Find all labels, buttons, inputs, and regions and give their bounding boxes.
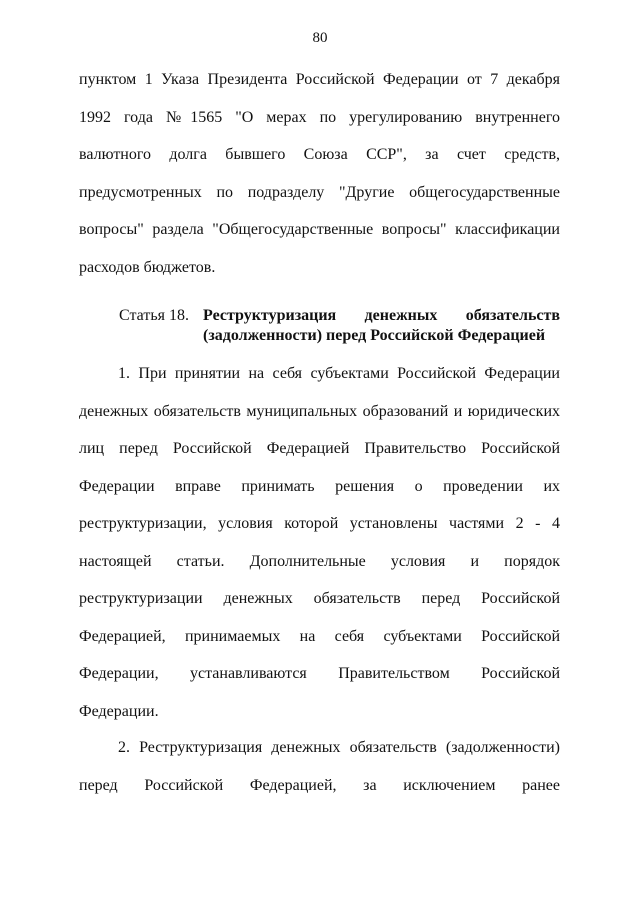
article-heading bbox=[119, 306, 560, 346]
paragraph-2 bbox=[79, 738, 560, 813]
text-line: 1. При принятии на себя субъектами Российской Федерации bbox=[118, 365, 560, 382]
text-line: валютного долга бывшего Союза ССР", за счет средств, bbox=[79, 146, 560, 163]
text-line: расходов бюджетов. bbox=[79, 258, 216, 276]
text-line: предусмотренных по подразделу "Другие общегосударственные bbox=[79, 183, 560, 201]
text-line: реструктуризации, условия которой установлены частями 2 - 4 bbox=[79, 515, 560, 532]
text-line: реструктуризации денежных обязательств перед Российской bbox=[79, 590, 560, 607]
text-line: перед Российской Федерацией, за исключением ранее bbox=[79, 776, 560, 794]
text-line: настоящей статьи. Дополнительные условия и порядок bbox=[79, 552, 560, 570]
text-line: 1992 года №1565 "О мерах по урегулированию внутреннего bbox=[79, 108, 560, 126]
text-line: лиц перед Российской Федерацией Правительство Российской bbox=[79, 440, 560, 457]
text-line: Федерации. bbox=[79, 702, 159, 720]
article-label: Статья 18. bbox=[119, 307, 189, 324]
article-title-line-2: (задолженности) перед Российской Федерацией bbox=[203, 327, 546, 344]
paragraph-1 bbox=[79, 364, 560, 739]
text-line: Федерации вправе принимать решения о проведении их bbox=[79, 477, 560, 495]
text-line: вопросы" раздела "Общегосударственные вопросы" классификации bbox=[79, 221, 560, 238]
page-number: 80 bbox=[312, 30, 328, 46]
text-line: Федерации, устанавливаются Правительством Российской bbox=[79, 665, 560, 682]
article-title-line-1: Реструктуризация денежных обязательств bbox=[203, 307, 560, 324]
text-line: 2. Реструктуризация денежных обязательств (задолженности) bbox=[118, 739, 560, 756]
text-line: Федерацией, принимаемых на себя субъектами Российской bbox=[79, 627, 560, 645]
paragraph-continuation bbox=[79, 70, 560, 295]
text-line: пунктом 1 Указа Президента Российской Федерации от 7 декабря bbox=[79, 71, 560, 88]
text-line: денежных обязательств муниципальных образований и юридических bbox=[79, 402, 560, 420]
